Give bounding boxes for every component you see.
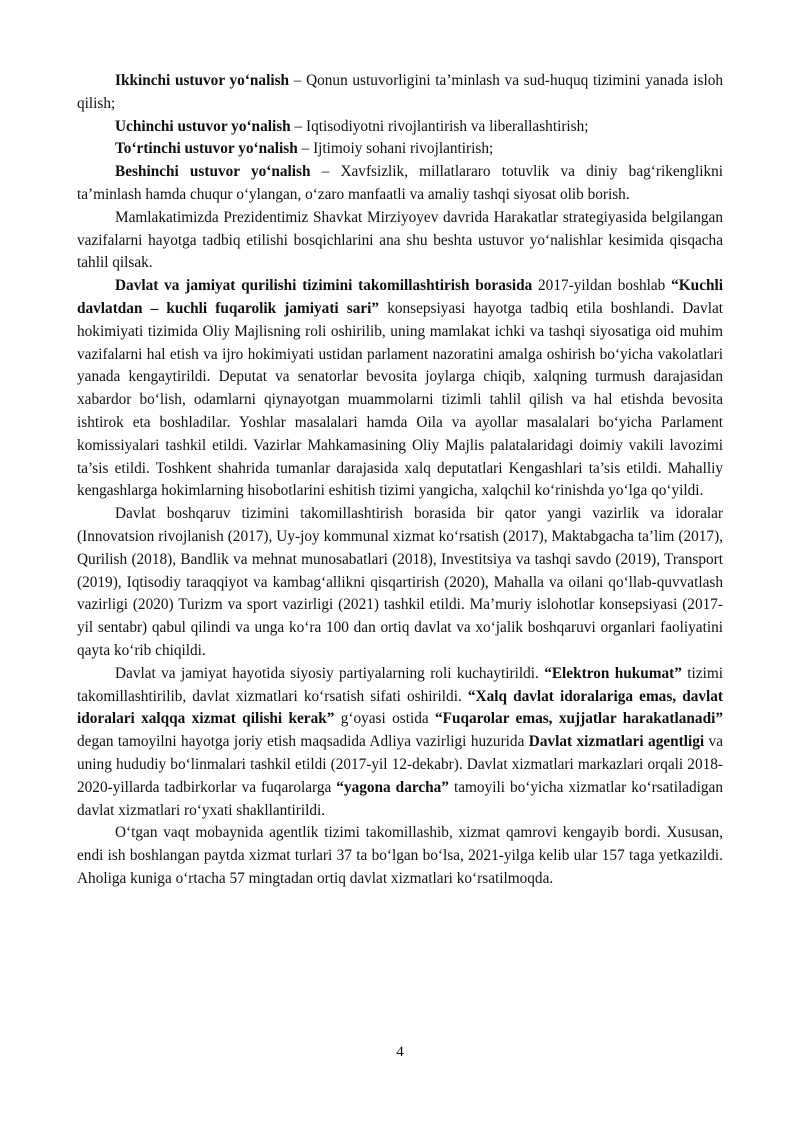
- text-run: va uning hududiy bo‘linmalari tashkil etildi (2017-yil 12-dekabr). Davlat xizmatlari markazlari orqali 2018-2020-yillarda tadbirkorlar va fuqarolarga: [77, 733, 723, 796]
- text-run: – Iqtisodiyotni rivojlantirish va liberallashtirish;: [290, 117, 589, 135]
- text-run: degan tamoyilni hayotga joriy etish maqsadida Adliya vazirligi huzurida: [77, 733, 529, 751]
- paragraph: [77, 822, 723, 890]
- bold-text: Uchinchi ustuvor yo‘nalish: [115, 117, 291, 135]
- text-run: – Ijtimoiy sohani rivojlantirish;: [297, 140, 494, 158]
- paragraph: [77, 116, 723, 139]
- text-run: tizimi takomillashtirilib, davlat xizmatlari ko‘rsatish sifati oshirildi.: [77, 664, 723, 705]
- bold-text: “Kuchli davlatdan – kuchli fuqarolik jamiyati sari”: [77, 277, 723, 317]
- paragraph: [77, 275, 723, 503]
- paragraph: [77, 138, 723, 161]
- paragraph: [77, 663, 723, 823]
- paragraph: [77, 161, 723, 207]
- text-run: konsepsiyasi hayotga tadbiq etila boshlandi. Davlat hokimiyati tizimida Oliy Majlisning roli oshirilib, uning mamlakat ichki va tashqi siyosatiga oid muhim vazifalarni hal etish va ijro hokimiyati ustidan parlament nazoratini amalga oshirish bo‘yicha vakolatlari yanada kengaytirildi. Deputat va senatorlar bevosita joylarga chiqib, xalqning turmush darajasidan xabardor bo‘lish, odamlarni qiynayotgan muammolarni tizimli tahlil qilish va hal etishda bevosita ishtirok eta boshladilar. Yoshlar masalalari hamda Oila va ayollar masalalari bo‘yicha Parlament komissiyalari tashkil etildi. Vazirlar Mahkamasining Oliy Majlis palatalaridagi doimiy vakili lavozimi ta’sis etildi. Toshkent shahrida tumanlar darajasida xalq deputatlari Kengashlari ta’sis etildi. Mahalliy kengashlarga hokimlarning hisobotlarini eshitish tizimi yangicha, xalqchil ko‘rinishda yo‘lga qo‘yildi.: [77, 299, 723, 500]
- bold-text: To‘rtinchi ustuvor yo‘nalish: [115, 140, 298, 158]
- paragraph: [77, 207, 723, 275]
- bold-text: Davlat va jamiyat qurilishi tizimini takomillashtirish borasida: [115, 277, 533, 295]
- bold-text: “Xalq davlat idoralariga emas, davlat idoralari xalqqa xizmat qilishi kerak”: [77, 687, 723, 728]
- text-run: tamoyili bo‘yicha xizmatlar ko‘rsatiladigan davlat xizmatlari ro‘yxati shakllantirildi.: [77, 778, 723, 819]
- text-run: Mamlakatimizda Prezidentimiz Shavkat Mirziyoyev davrida Harakatlar strategiyasida belgilangan vazifalarni hayotga tadbiq etilishi bosqichlarini ana shu beshta ustuvor yo‘nalishlar kesimida qisqacha tahlil qilsak.: [77, 208, 723, 272]
- text-run: – Xavfsizlik, millatlararo totuvlik va diniy bag‘rikenglikni ta’minlash hamda chuqur o‘ylangan, o‘zaro manfaatli va amaliy tashqi siyosat olib borish.: [77, 163, 723, 203]
- text-run: Davlat va jamiyat hayotida siyosiy partiyalarning roli kuchaytirildi.: [115, 664, 545, 682]
- paragraph: [77, 503, 723, 663]
- bold-text: “Fuqarolar emas, xujjatlar harakatlanadi”: [434, 710, 723, 728]
- bold-text: “yagona darcha”: [336, 778, 449, 796]
- text-run: g‘oyasi ostida: [334, 710, 435, 728]
- bold-text: Davlat xizmatlari agentligi: [528, 733, 705, 751]
- text-run: – Qonun ustuvorligini ta’minlash va sud-huquq tizimini yanada isloh qilish;: [77, 72, 723, 112]
- bold-text: “Elektron hukumat”: [544, 664, 682, 682]
- text-run: O‘tgan vaqt mobaynida agentlik tizimi takomillashib, xizmat qamrovi kengayib bordi. Xususan, endi ish boshlangan paytda xizmat turlari 37 ta bo‘lgan bo‘lsa, 2021-yilga kelib ular 157 taga yetkazildi. Aholiga kuniga o‘rtacha 57 mingtadan ortiq davlat xizmatlari ko‘rsatilmoqda.: [77, 824, 723, 887]
- page-body: [77, 70, 723, 891]
- paragraph: [77, 70, 723, 116]
- page-number: 4: [396, 1044, 404, 1060]
- bold-text: Ikkinchi ustuvor yo‘nalish: [115, 72, 290, 89]
- text-run: 2017-yildan boshlab: [532, 277, 672, 295]
- bold-text: Beshinchi ustuvor yo‘nalish: [115, 163, 311, 181]
- text-run: Davlat boshqaruv tizimini takomillashtirish borasida bir qator yangi vazirlik va idoralar (Innovatsion rivojlanish (2017), Uy-joy kommunal xizmat ko‘rsatish (2017), Maktabgacha ta’lim (2017), Qurilish (2018), Bandlik va mehnat munosabatlari (2018), Investitsiya va tashqi savdo (2019), Transport (2019), Iqtisodiy taraqqiyot va kambag‘allikni qisqartirish (2020), Mahalla va oilani qo‘llab-quvvatlash vazirligi (2020) Turizm va sport vazirligi (2021) tashkil etildi. Ma’muriy islohotlar konsepsiyasi (2017-yil sentabr) qabul qilindi va unga ko‘ra 100 dan ortiq davlat va xo‘jalik boshqaruvi organlari faoliyatini qayta ko‘rib chiqildi.: [77, 505, 723, 659]
